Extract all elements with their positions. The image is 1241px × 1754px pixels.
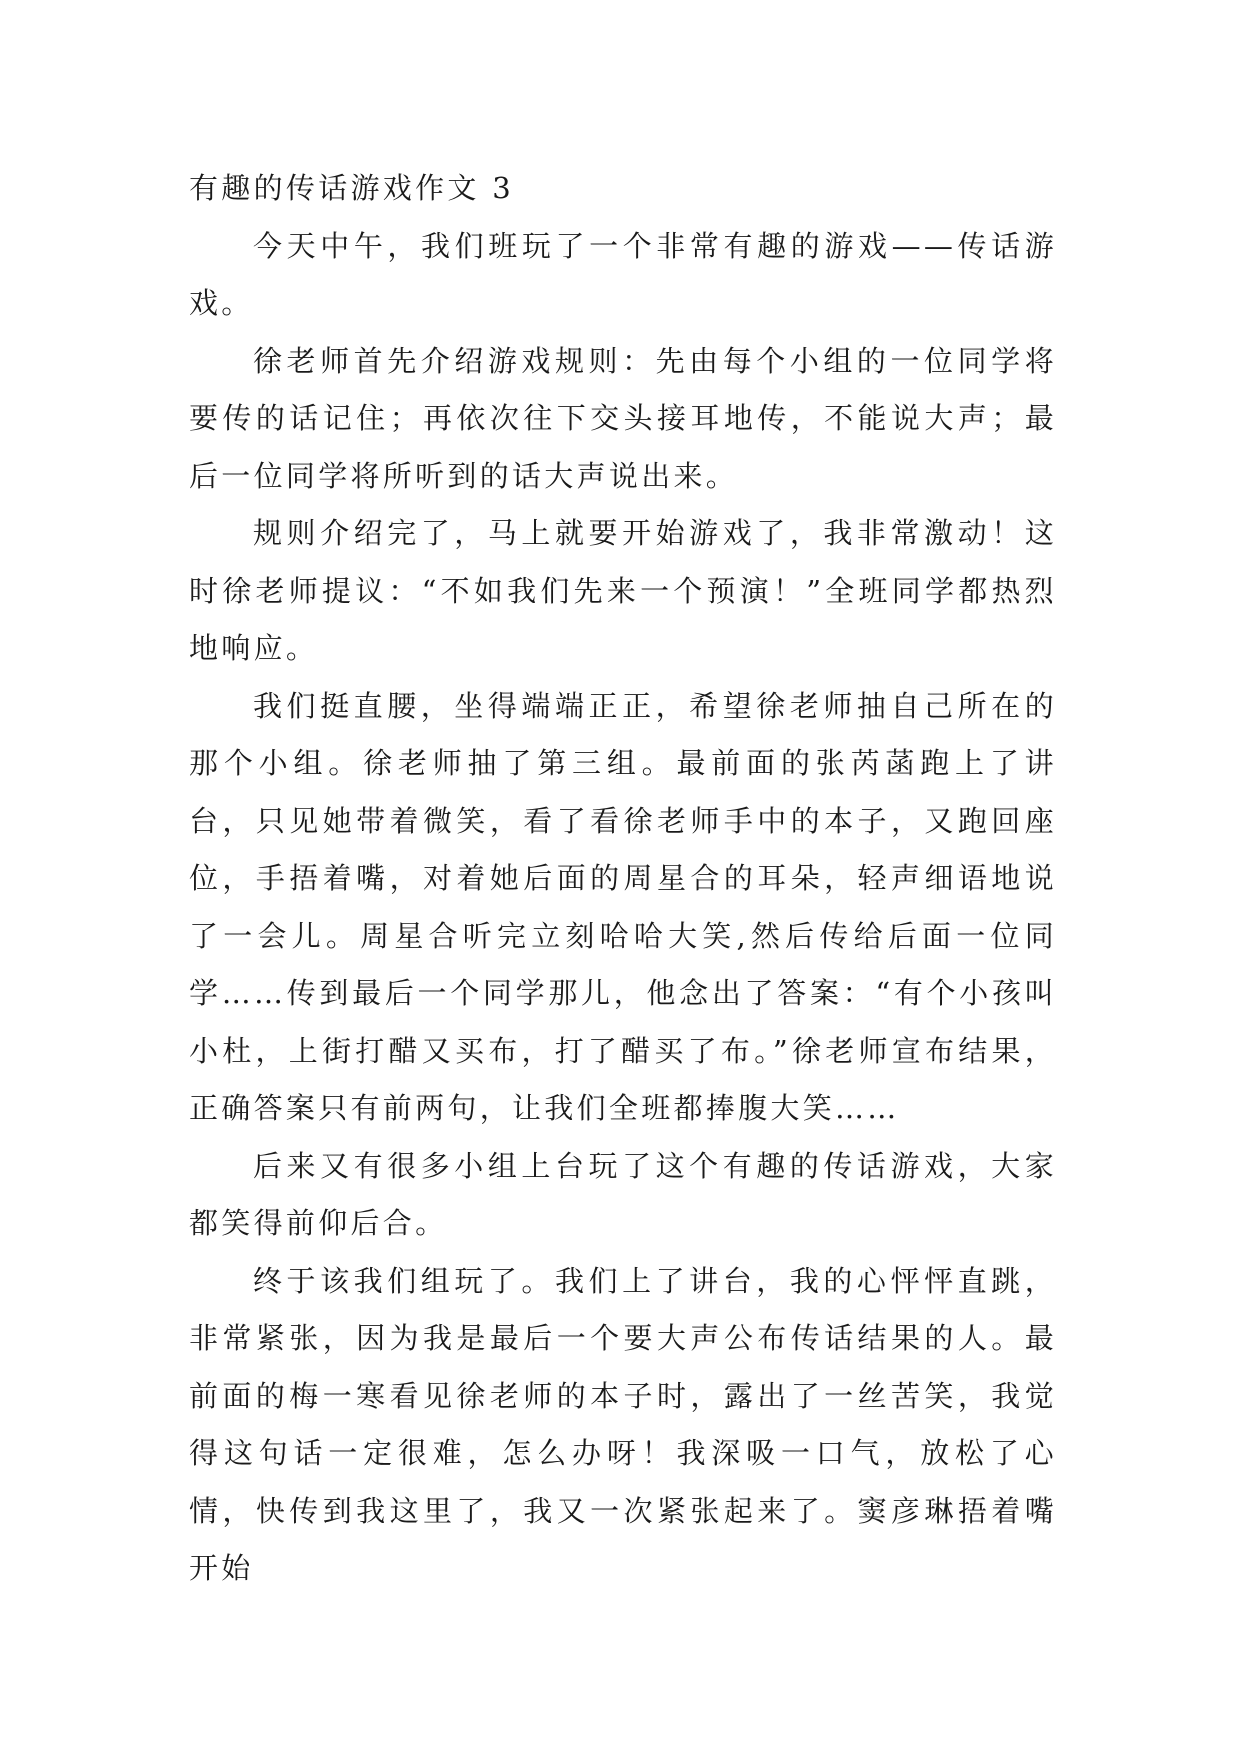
paragraph-2: 徐老师首先介绍游戏规则：先由每个小组的一位同学将要传的话记住；再依次往下交头接耳地传，不能说大声；最后一位同学将所听到的话大声说出来。 — [189, 343, 1057, 493]
paragraph-6: 终于该我们组玩了。我们上了讲台，我的心怦怦直跳，非常紧张，因为我是最后一个要大声公布传话结果的人。最前面的梅一寒看见徐老师的本子时，露出了一丝苦笑，我觉得这句话一定很难，怎么办呀！我深吸一口气，放松了心情，快传到我这里了，我又一次紧张起来了。窦彦琳捂着嘴开始 — [189, 1263, 1057, 1585]
document-body — [189, 160, 1057, 1598]
paragraph-4: 我们挺直腰，坐得端端正正，希望徐老师抽自己所在的那个小组。徐老师抽了第三组。最前面的张芮菡跑上了讲台，只见她带着微笑，看了看徐老师手中的本子，又跑回座位，手捂着嘴，对着她后面的周星合的耳朵，轻声细语地说了一会儿。周星合听完立刻哈哈大笑,然后传给后面一位同学……传到最后一个同学那儿，他念出了答案：“有个小孩叫小杜，上街打醋又买布，打了醋买了布。”徐老师宣布结果，正确答案只有前两句，让我们全班都捧腹大笑…… — [189, 688, 1057, 1125]
paragraph-3: 规则介绍完了，马上就要开始游戏了，我非常激动！这时徐老师提议：“不如我们先来一个预演！”全班同学都热烈地响应。 — [189, 516, 1057, 665]
document-title: 有趣的传话游戏作文 3 — [189, 171, 514, 205]
paragraph-1: 今天中午，我们班玩了一个非常有趣的游戏——传话游戏。 — [189, 228, 1057, 320]
paragraph-5: 后来又有很多小组上台玩了这个有趣的传话游戏，大家都笑得前仰后合。 — [189, 1148, 1057, 1240]
